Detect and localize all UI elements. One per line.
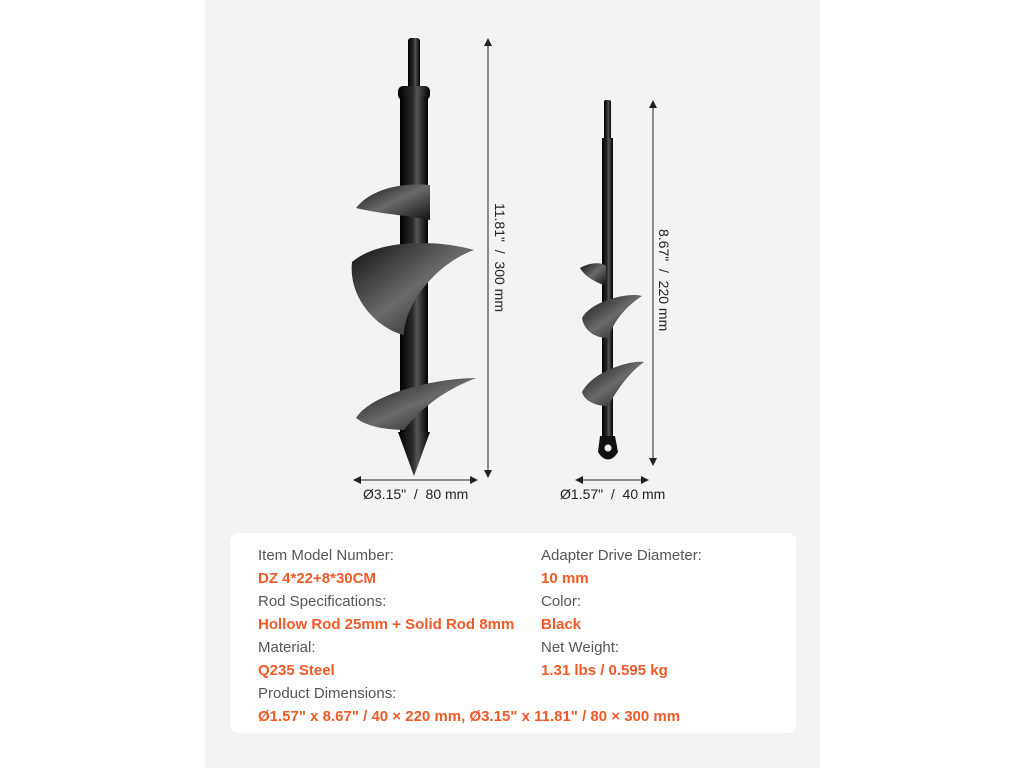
net-weight-label: Net Weight: <box>541 639 620 656</box>
large-auger <box>352 38 476 476</box>
product-dimensions-label: Product Dimensions: <box>258 685 397 702</box>
rod-spec-value: Hollow Rod 25mm + Solid Rod 8mm <box>258 616 515 633</box>
product-dimensions-value: Ø1.57" x 8.67" / 40 × 220 mm, Ø3.15" x 11.81" / 80 × 300 mm <box>258 708 681 725</box>
material-value: Q235 Steel <box>258 662 335 679</box>
large-diameter-label: Ø3.15" / 80 mm <box>363 486 469 502</box>
color-label: Color: <box>541 593 582 610</box>
model-number-label: Item Model Number: <box>258 547 394 564</box>
rod-spec-label: Rod Specifications: <box>258 593 387 610</box>
large-length-label: 11.81" / 300 mm <box>492 203 508 312</box>
small-length-label: 8.67" / 220 mm <box>656 229 672 332</box>
material-label: Material: <box>258 639 316 656</box>
model-number-value: DZ 4*22+8*30CM <box>258 570 376 587</box>
adapter-diameter-label: Adapter Drive Diameter: <box>541 547 702 564</box>
small-auger <box>580 100 644 460</box>
net-weight-value: 1.31 lbs / 0.595 kg <box>541 662 668 679</box>
adapter-diameter-value: 10 mm <box>541 570 589 587</box>
color-value: Black <box>541 616 582 633</box>
small-diameter-label: Ø1.57" / 40 mm <box>560 486 666 502</box>
